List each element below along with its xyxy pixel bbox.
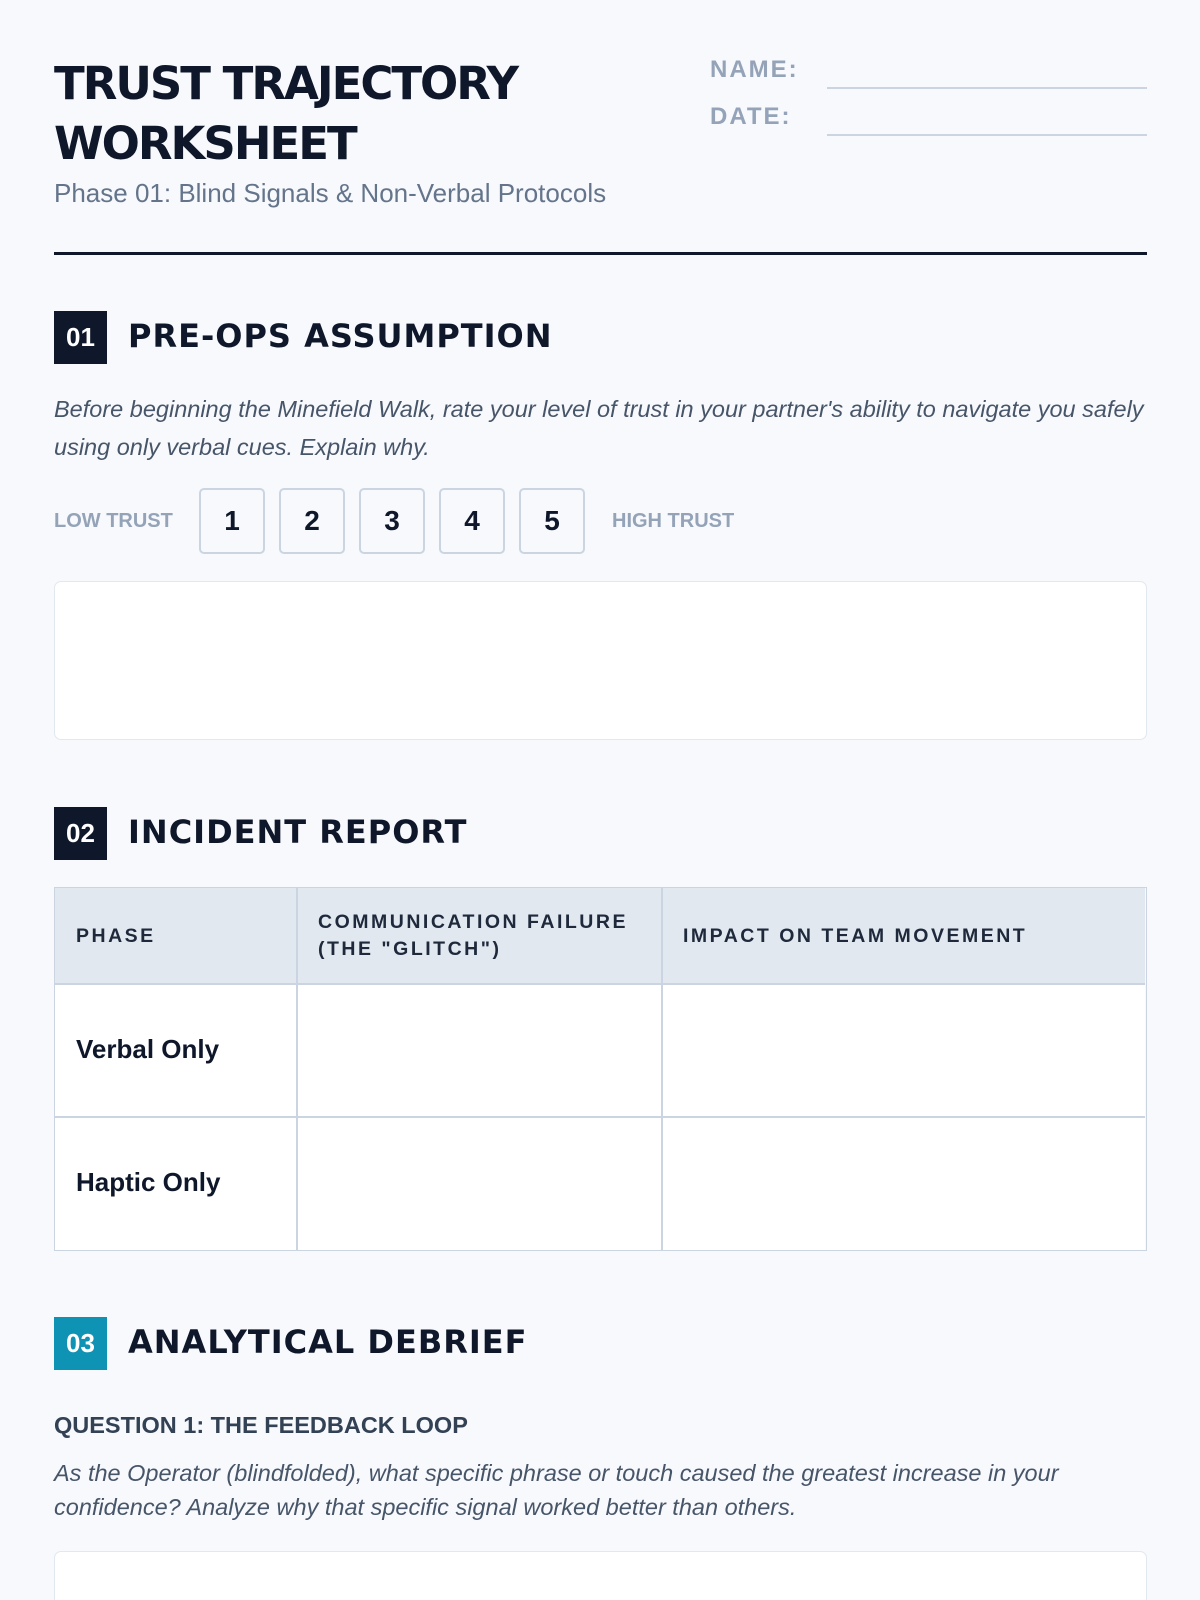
section-3-heading [54,1317,1147,1371]
question-1-prompt: As the Operator (blindfolded), what specific phrase or touch caused the greatest increase in your confidence? Analyze why that specific signal worked better than others. [54,1460,1059,1520]
section-1-title: PRE-OPS ASSUMPTION [128,317,553,355]
question-1-answer-box[interactable] [54,1551,1147,1600]
section-2-title: INCIDENT REPORT [128,813,468,851]
date-label: DATE: [710,103,792,130]
column-header-communication-failure: COMMUNICATION FAILURE (THE "GLITCH") [297,888,661,984]
worksheet-subtitle: Phase 01: Blind Signals & Non-Verbal Protocols [54,178,607,208]
section-1-prompt: Before beginning the Minefield Walk, rate your level of trust in your partner's ability to navigate you safely using only verbal cues. Explain why. [54,396,1144,460]
section-1-number: 01 [54,311,107,364]
trust-rating-3[interactable]: 3 [359,488,425,554]
date-input-line[interactable] [827,134,1147,136]
name-field [710,56,1147,92]
worksheet-page [54,0,1147,1600]
column-header-phase: PHASE [55,888,296,984]
high-trust-label: HIGH TRUST [612,510,735,532]
trust-rating-2[interactable]: 2 [279,488,345,554]
section-3-number: 03 [54,1317,107,1370]
row-label-verbal-only: Verbal Only [76,1034,220,1064]
verbal-impact-cell[interactable] [663,985,1144,1115]
date-field [710,103,1147,139]
trust-rating-1[interactable]: 1 [199,488,265,554]
name-input-line[interactable] [827,87,1147,89]
column-header-impact: IMPACT ON TEAM MOVEMENT [662,888,1145,984]
haptic-impact-cell[interactable] [663,1118,1144,1249]
section-2-heading [54,807,1147,861]
worksheet-header [54,54,1147,254]
trust-explanation-box[interactable] [54,581,1147,740]
incident-report-table [54,887,1147,1251]
low-trust-label: LOW TRUST [54,510,173,532]
question-1-title: QUESTION 1: THE FEEDBACK LOOP [54,1412,468,1438]
trust-rating-5[interactable]: 5 [519,488,585,554]
section-2-number: 02 [54,807,107,860]
header-divider [54,252,1147,255]
section-1-heading [54,311,1147,365]
worksheet-title: TRUST TRAJECTORY WORKSHEET [54,57,518,170]
section-3-title: ANALYTICAL DEBRIEF [128,1323,528,1361]
name-label: NAME: [710,56,799,83]
verbal-failure-cell[interactable] [298,985,660,1115]
haptic-failure-cell[interactable] [298,1118,660,1249]
row-label-haptic-only: Haptic Only [76,1167,221,1197]
trust-rating-4[interactable]: 4 [439,488,505,554]
